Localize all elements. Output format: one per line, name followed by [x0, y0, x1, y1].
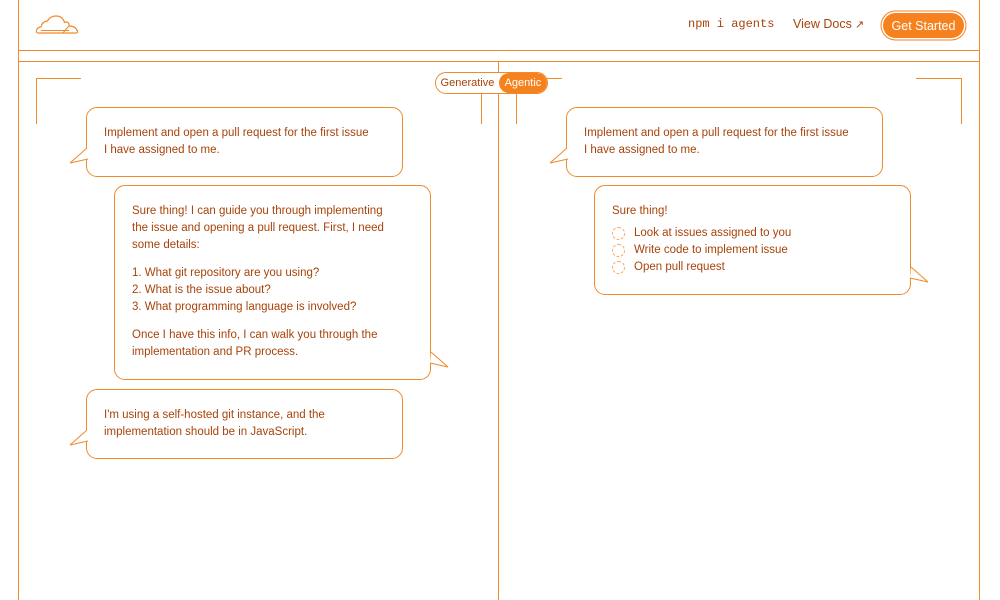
user-message-bubble — [566, 107, 883, 177]
top-nav — [19, 0, 979, 50]
message-line: I have assigned to me. — [584, 144, 700, 156]
task-item — [612, 259, 893, 276]
task-label: Open pull request — [634, 261, 725, 273]
panel-divider — [498, 61, 499, 600]
view-docs-label: View Docs — [793, 17, 852, 31]
frame-right-border — [979, 0, 980, 600]
message-line: implementation should be in JavaScript. — [104, 426, 308, 438]
bubble-tail-icon — [68, 146, 90, 164]
task-item — [612, 242, 893, 259]
content-divider — [18, 61, 980, 62]
user-message-bubble — [86, 389, 403, 459]
message-line: some details: — [132, 239, 200, 251]
task-label: Write code to implement issue — [634, 244, 788, 256]
message-line: implementation and PR process. — [132, 346, 299, 358]
corner-bracket — [36, 78, 81, 124]
pending-task-icon — [612, 244, 625, 257]
assistant-message-bubble — [594, 185, 911, 295]
mode-toggle — [435, 72, 548, 94]
bubble-tail-icon — [548, 146, 570, 164]
message-line: I have assigned to me. — [104, 144, 220, 156]
list-item: 2. What is the issue about? — [132, 284, 271, 296]
message-line: I'm using a self-hosted git instance, and the — [104, 409, 325, 421]
get-started-button[interactable]: Get Started — [883, 13, 964, 38]
bubble-tail-icon — [428, 350, 450, 368]
message-line: Once I have this info, I can walk you through the — [132, 329, 378, 341]
list-item: 3. What programming language is involved? — [132, 301, 357, 313]
message-line: Sure thing! — [612, 205, 668, 217]
header-divider — [18, 50, 980, 51]
message-line: Implement and open a pull request for the first issue — [104, 127, 369, 139]
list-item: 1. What git repository are you using? — [132, 267, 320, 279]
bubble-tail-icon — [908, 265, 930, 283]
corner-bracket — [916, 78, 962, 124]
cloud-logo-icon[interactable] — [35, 13, 79, 37]
install-command[interactable]: npm i agents — [688, 17, 775, 31]
task-item — [612, 225, 893, 242]
toggle-agentic[interactable]: Agentic — [499, 73, 547, 93]
pending-task-icon — [612, 261, 625, 274]
toggle-generative[interactable]: Generative — [440, 77, 495, 89]
external-link-icon: ↗ — [854, 19, 865, 31]
assistant-message-bubble — [114, 185, 431, 380]
message-line: Implement and open a pull request for the first issue — [584, 127, 849, 139]
pending-task-icon — [612, 227, 625, 240]
message-line: Sure thing! I can guide you through implementing — [132, 205, 383, 217]
message-line: the issue and opening a pull request. First, I need — [132, 222, 384, 234]
view-docs-link[interactable] — [793, 17, 864, 31]
user-message-bubble — [86, 107, 403, 177]
task-label: Look at issues assigned to you — [634, 227, 792, 239]
bubble-tail-icon — [68, 428, 90, 446]
frame-left-border — [18, 0, 19, 600]
